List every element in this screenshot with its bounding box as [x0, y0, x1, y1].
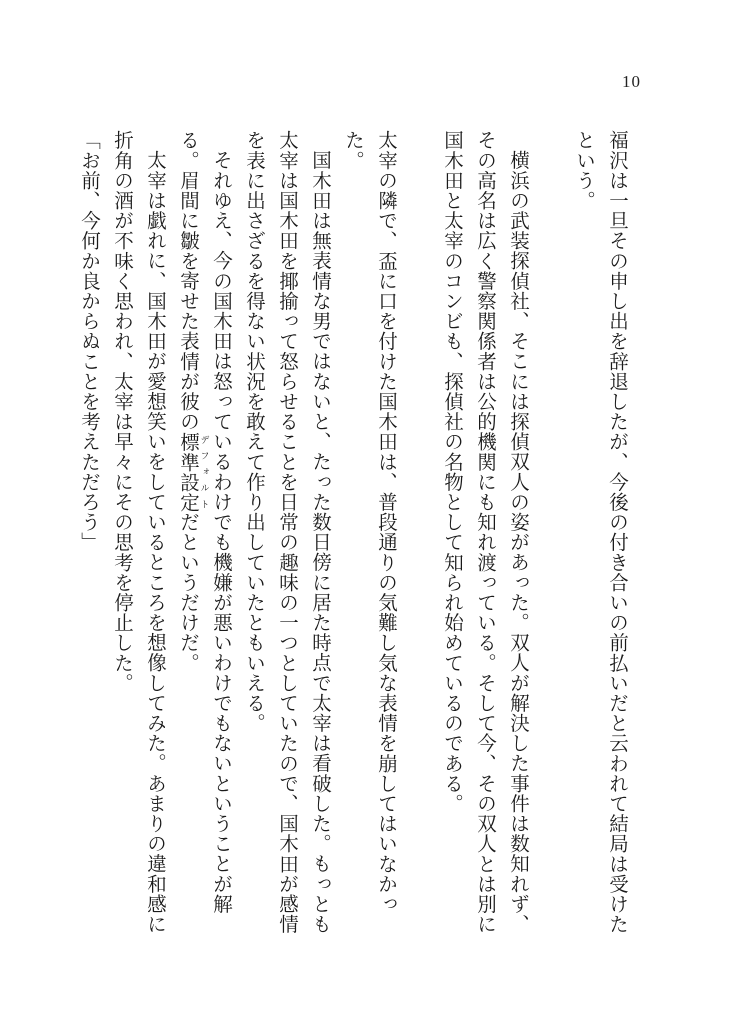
- page-number: 10: [622, 72, 641, 91]
- body-text: [74, 130, 634, 942]
- ruby-annotation: [177, 431, 209, 512]
- paragraph-2: 横浜の武装探偵社、そこには探偵双人の姿があった。双人が解決した事件は数知れず、その高名は広く警察関係者は公的機関にも知れ渡っている。そして今、その双人とは別に国木田と太宰のコンビも、探偵社の名物として知られ始めているのである。: [441, 130, 530, 934]
- paragraph-5-text-after: だというだけだ。: [177, 511, 200, 673]
- paragraph-1: 福沢は一旦その申し出を辞退したが、今後の付き合いの前払いだと云われて結局は受けたという。: [573, 130, 629, 934]
- paragraph-4: 国木田は無表情な男ではないと、たった数日傍に居た時点で太宰は看破した。もっとも太宰は国木田を揶揄って怒らせることを日常の趣味の一つとしていたので、国木田が感情を表に出さざるを得ない状況を敢えて作り出していたともいえる。: [243, 130, 332, 934]
- paragraph-7-dialogue: 「お前、今何か良からぬことを考えただろう」: [78, 130, 101, 553]
- paragraph-6: 太宰は戯れに、国木田が愛想笑いをしているところを想像してみた。あまりの違和感に折角の酒が不味く思われ、太宰は早々にその思考を停止した。: [111, 130, 167, 934]
- ruby-base: 標準設定: [177, 431, 200, 512]
- paragraph-5-text-before: それゆえ、今の国木田は怒っているわけでも機嫌が悪いわけでもないということが解る。眉間に皺を寄せた表情が彼の: [177, 130, 233, 914]
- blank-line: [535, 130, 568, 942]
- blank-line: [403, 130, 436, 942]
- paragraph-3: 太宰の隣で、盃に口を付けた国木田は、普段通りの気難し気な表情を崩してはいなかった。: [342, 130, 398, 914]
- ruby-reading: デフォルト: [198, 431, 209, 512]
- paragraph-5: [172, 130, 238, 942]
